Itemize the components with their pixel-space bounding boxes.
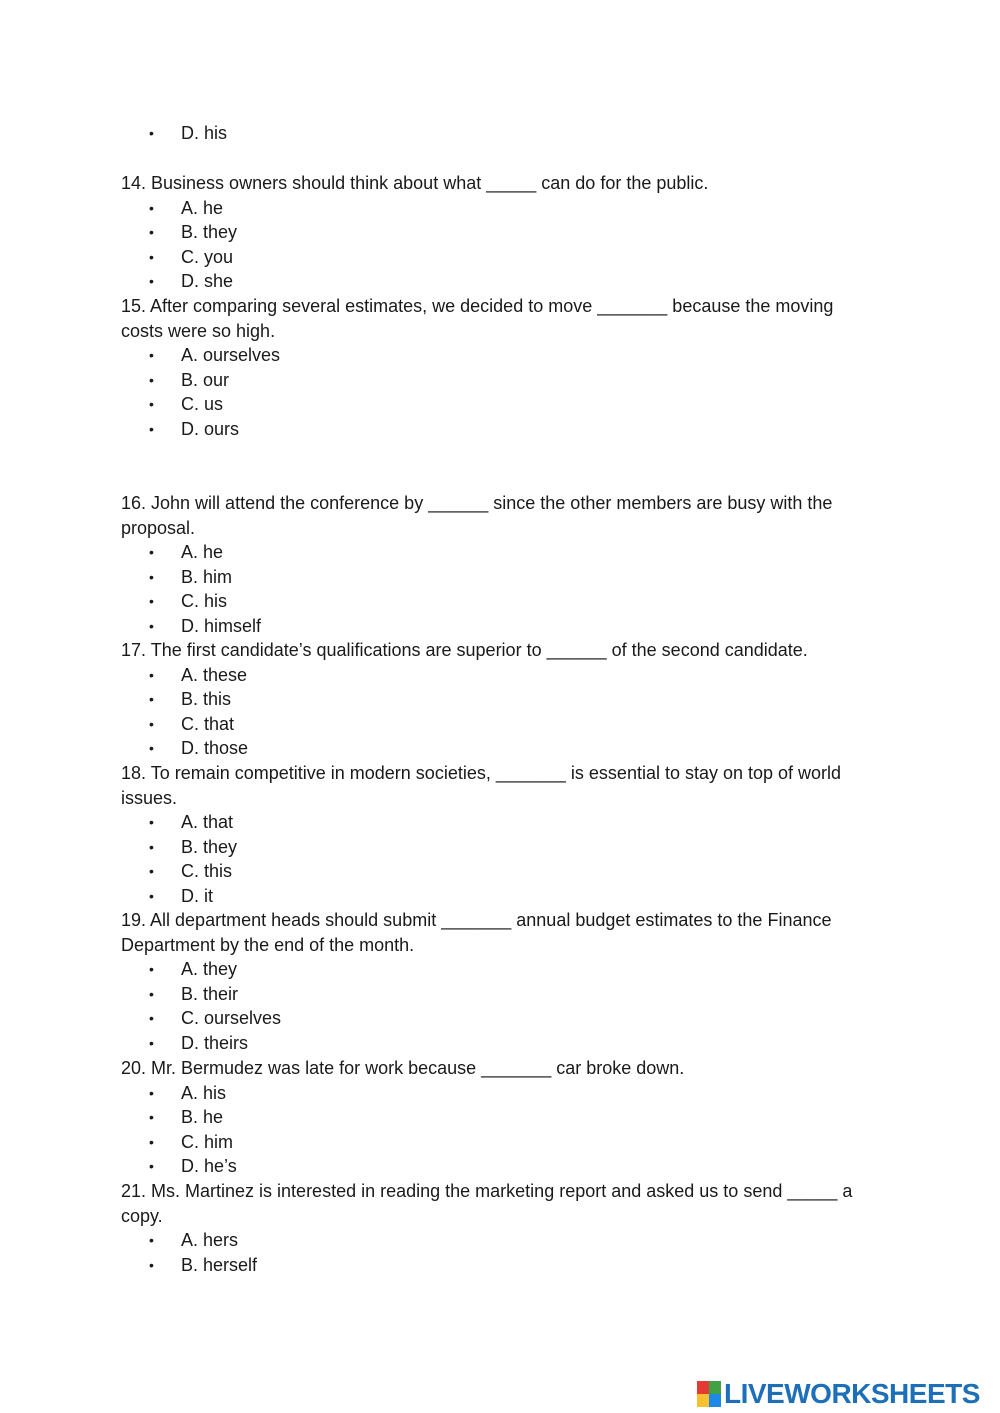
answer-option[interactable]: D. it <box>181 886 214 906</box>
bullet-icon: • <box>149 273 154 289</box>
answer-option[interactable]: A. hers <box>181 1230 239 1250</box>
bullet-icon: • <box>149 1085 154 1101</box>
answer-option[interactable]: C. his <box>181 591 228 611</box>
question-text: 15. After comparing several estimates, we decided to move _______ because the moving <box>121 296 834 316</box>
question-text: 21. Ms. Martinez is interested in reading the marketing report and asked us to send _____ a <box>121 1181 853 1201</box>
bullet-icon: • <box>149 1035 154 1051</box>
bullet-icon: • <box>149 396 154 412</box>
bullet-icon: • <box>149 691 154 707</box>
question-text: 17. The first candidate’s qualifications are superior to ______ of the second candidate. <box>121 640 808 660</box>
bullet-icon: • <box>149 618 154 634</box>
answer-option[interactable]: A. that <box>181 812 234 832</box>
bullet-icon: • <box>149 593 154 609</box>
bullet-icon: • <box>149 372 154 388</box>
liveworksheets-logo <box>697 1377 980 1411</box>
bullet-icon: • <box>149 544 154 560</box>
answer-option[interactable]: B. he <box>181 1107 224 1127</box>
question-text: proposal. <box>121 517 196 538</box>
answer-option[interactable]: D. he’s <box>181 1156 237 1176</box>
bullet-icon: • <box>149 667 154 683</box>
answer-option[interactable]: C. us <box>181 394 224 414</box>
bullet-icon: • <box>149 961 154 977</box>
answer-option[interactable]: B. their <box>181 984 239 1004</box>
answer-option[interactable]: C. him <box>181 1132 234 1152</box>
answer-option[interactable]: D. theirs <box>181 1033 249 1053</box>
answer-option[interactable]: A. his <box>181 1083 227 1103</box>
bullet-icon: • <box>149 421 154 437</box>
question-text: copy. <box>121 1205 163 1226</box>
answer-option[interactable]: B. herself <box>181 1255 258 1275</box>
bullet-icon: • <box>149 1010 154 1026</box>
answer-option[interactable]: A. they <box>181 959 238 979</box>
question-text: 16. John will attend the conference by ______ since the other members are busy with the <box>121 493 833 513</box>
bullet-icon: • <box>149 1158 154 1174</box>
answer-option[interactable]: D. his <box>181 123 228 143</box>
question-text: costs were so high. <box>121 320 276 341</box>
answer-option[interactable]: C. that <box>181 714 235 734</box>
question-text: issues. <box>121 787 178 808</box>
question-text: 19. All department heads should submit _______ annual budget estimates to the Finance <box>121 910 832 930</box>
answer-option[interactable]: B. our <box>181 370 230 390</box>
bullet-icon: • <box>149 814 154 830</box>
answer-option[interactable]: D. ours <box>181 419 240 439</box>
answer-option[interactable]: A. he <box>181 542 224 562</box>
bullet-icon: • <box>149 125 154 141</box>
answer-option[interactable]: A. ourselves <box>181 345 281 365</box>
answer-option[interactable]: C. ourselves <box>181 1008 282 1028</box>
bullet-icon: • <box>149 888 154 904</box>
bullet-icon: • <box>149 200 154 216</box>
answer-option[interactable]: B. him <box>181 567 233 587</box>
logo-text: LIVEWORKSHEETS <box>724 1378 980 1409</box>
question-text: 18. To remain competitive in modern societies, _______ is essential to stay on top of world <box>121 763 842 783</box>
question-text: Department by the end of the month. <box>121 934 415 955</box>
answer-option[interactable]: C. this <box>181 861 233 881</box>
logo-grid-icon <box>697 1381 721 1407</box>
question-text: 14. Business owners should think about what _____ can do for the public. <box>121 173 709 193</box>
bullet-icon: • <box>149 839 154 855</box>
answer-option[interactable]: D. himself <box>181 616 262 636</box>
bullet-icon: • <box>149 1134 154 1150</box>
bullet-icon: • <box>149 224 154 240</box>
bullet-icon: • <box>149 1257 154 1273</box>
bullet-icon: • <box>149 863 154 879</box>
answer-option[interactable]: D. those <box>181 738 249 758</box>
answer-option[interactable]: D. she <box>181 271 234 291</box>
answer-option[interactable]: B. this <box>181 689 232 709</box>
answer-option[interactable]: B. they <box>181 837 238 857</box>
bullet-icon: • <box>149 1109 154 1125</box>
answer-option[interactable]: A. he <box>181 198 224 218</box>
bullet-icon: • <box>149 1232 154 1248</box>
bullet-icon: • <box>149 740 154 756</box>
answer-option[interactable]: B. they <box>181 222 238 242</box>
bullet-icon: • <box>149 986 154 1002</box>
bullet-icon: • <box>149 716 154 732</box>
answer-option[interactable]: C. you <box>181 247 234 267</box>
bullet-icon: • <box>149 249 154 265</box>
answer-option[interactable]: A. these <box>181 665 248 685</box>
bullet-icon: • <box>149 347 154 363</box>
question-text: 20. Mr. Bermudez was late for work because _______ car broke down. <box>121 1058 685 1078</box>
bullet-icon: • <box>149 569 154 585</box>
